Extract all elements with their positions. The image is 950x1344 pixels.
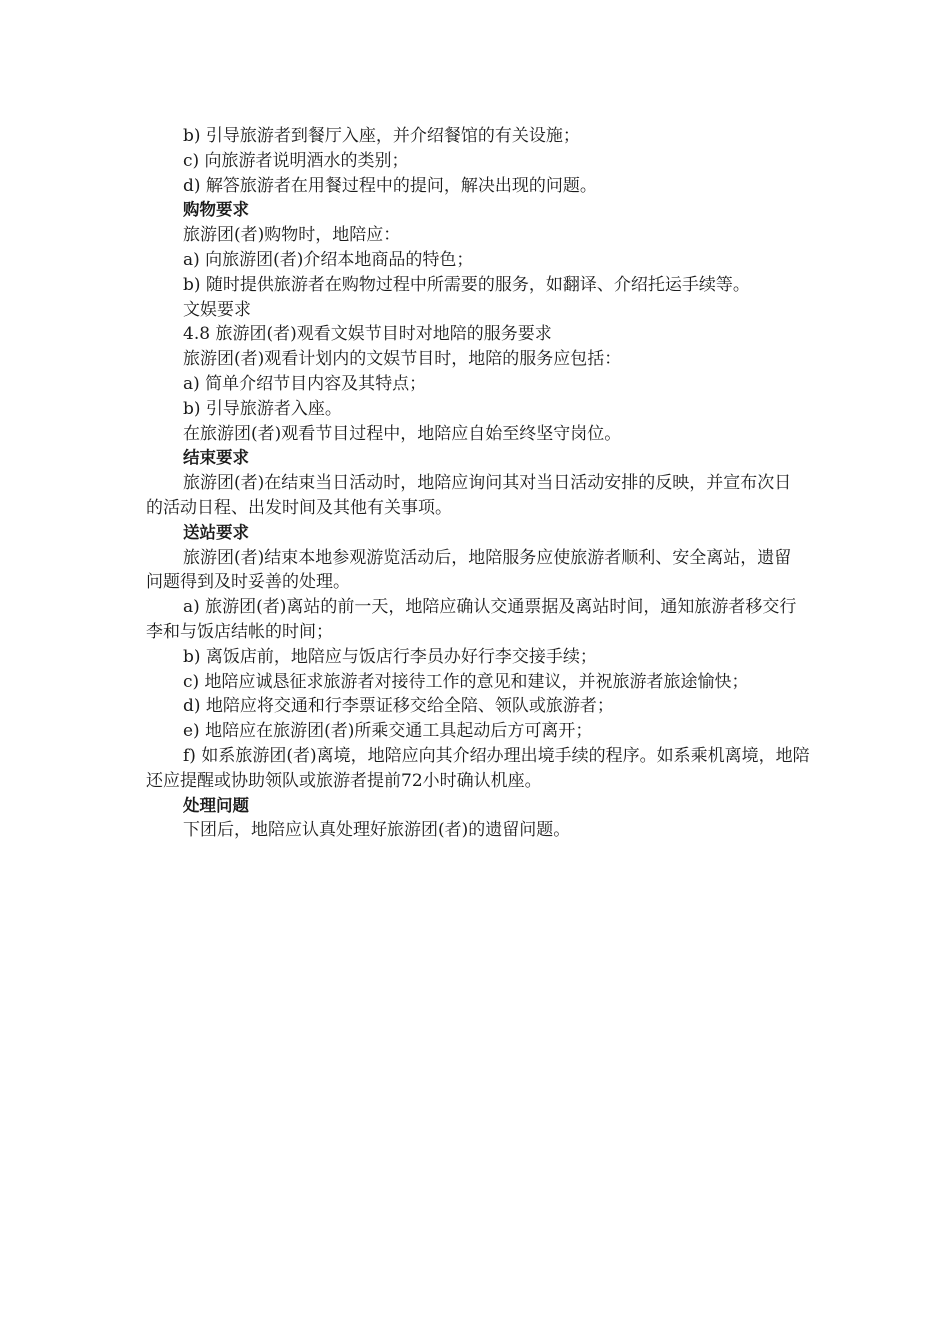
issues-heading: 处理问题: [183, 795, 249, 815]
entertainment-heading: 文娱要求: [183, 299, 251, 320]
document-body: [146, 124, 826, 843]
departure-item-b: b) 离饭店前，地陪应与饭店行李员办好行李交接手续；: [183, 646, 597, 667]
departure-item-e: e) 地陪应在旅游团(者)所乘交通工具起动后方可离开；: [183, 721, 593, 742]
ending-heading: 结束要求: [183, 448, 249, 468]
shopping-item-b: b) 随时提供旅游者在购物过程中所需要的服务，如翻译、介绍托运手续等。: [183, 274, 750, 295]
ending-paragraph: 旅游团(者)在结束当日活动时，地陪应询问其对当日活动安排的反映，并宣布次日的活动日程、出发时间及其他有关事项。: [146, 473, 792, 518]
issues-paragraph: 下团后，地陪应认真处理好旅游团(者)的遗留问题。: [183, 820, 571, 841]
departure-item-a: a) 旅游团(者)离站的前一天，地陪应确认交通票据及离站时间，通知旅游者移交行李和与饭店结帐的时间；: [146, 597, 797, 642]
entertainment-item-b: b) 引导旅游者入座。: [183, 398, 342, 419]
departure-paragraph: 旅游团(者)结束本地参观游览活动后，地陪服务应使旅游者顺利、安全离站，遗留问题得到及时妥善的处理。: [146, 547, 792, 593]
departure-item-f: f) 如系旅游团(者)离境，地陪应向其介绍办理出境手续的程序。如系乘机离境，地陪还应提醒或协助领队或旅游者提前72小时确认机座。: [146, 745, 810, 791]
departure-heading: 送站要求: [183, 522, 249, 542]
entertainment-item-a: a) 简单介绍节目内容及其特点；: [183, 373, 427, 394]
shopping-item-a: a) 向旅游团(者)介绍本地商品的特色；: [183, 249, 474, 270]
entertainment-note: 在旅游团(者)观看节目过程中，地陪应自始至终坚守岗位。: [183, 423, 622, 444]
dining-item-b: b) 引导旅游者到餐厅入座，并介绍餐馆的有关设施；: [183, 126, 580, 146]
entertainment-intro: 旅游团(者)观看计划内的文娱节目时，地陪的服务应包括：: [183, 349, 622, 370]
departure-item-d: d) 地陪应将交通和行李票证移交给全陪、领队或旅游者；: [183, 696, 614, 717]
entertainment-section-title: 4.8 旅游团(者)观看文娱节目时对地陪的服务要求: [183, 324, 552, 345]
shopping-intro: 旅游团(者)购物时，地陪应：: [183, 225, 401, 246]
dining-item-c: c) 向旅游者说明酒水的类别；: [183, 150, 409, 171]
shopping-heading: 购物要求: [183, 200, 249, 220]
dining-item-d: d) 解答旅游者在用餐过程中的提问，解决出现的问题。: [183, 175, 597, 196]
departure-item-c: c) 地陪应诚恳征求旅游者对接待工作的意见和建议，并祝旅游者旅途愉快；: [183, 671, 749, 692]
